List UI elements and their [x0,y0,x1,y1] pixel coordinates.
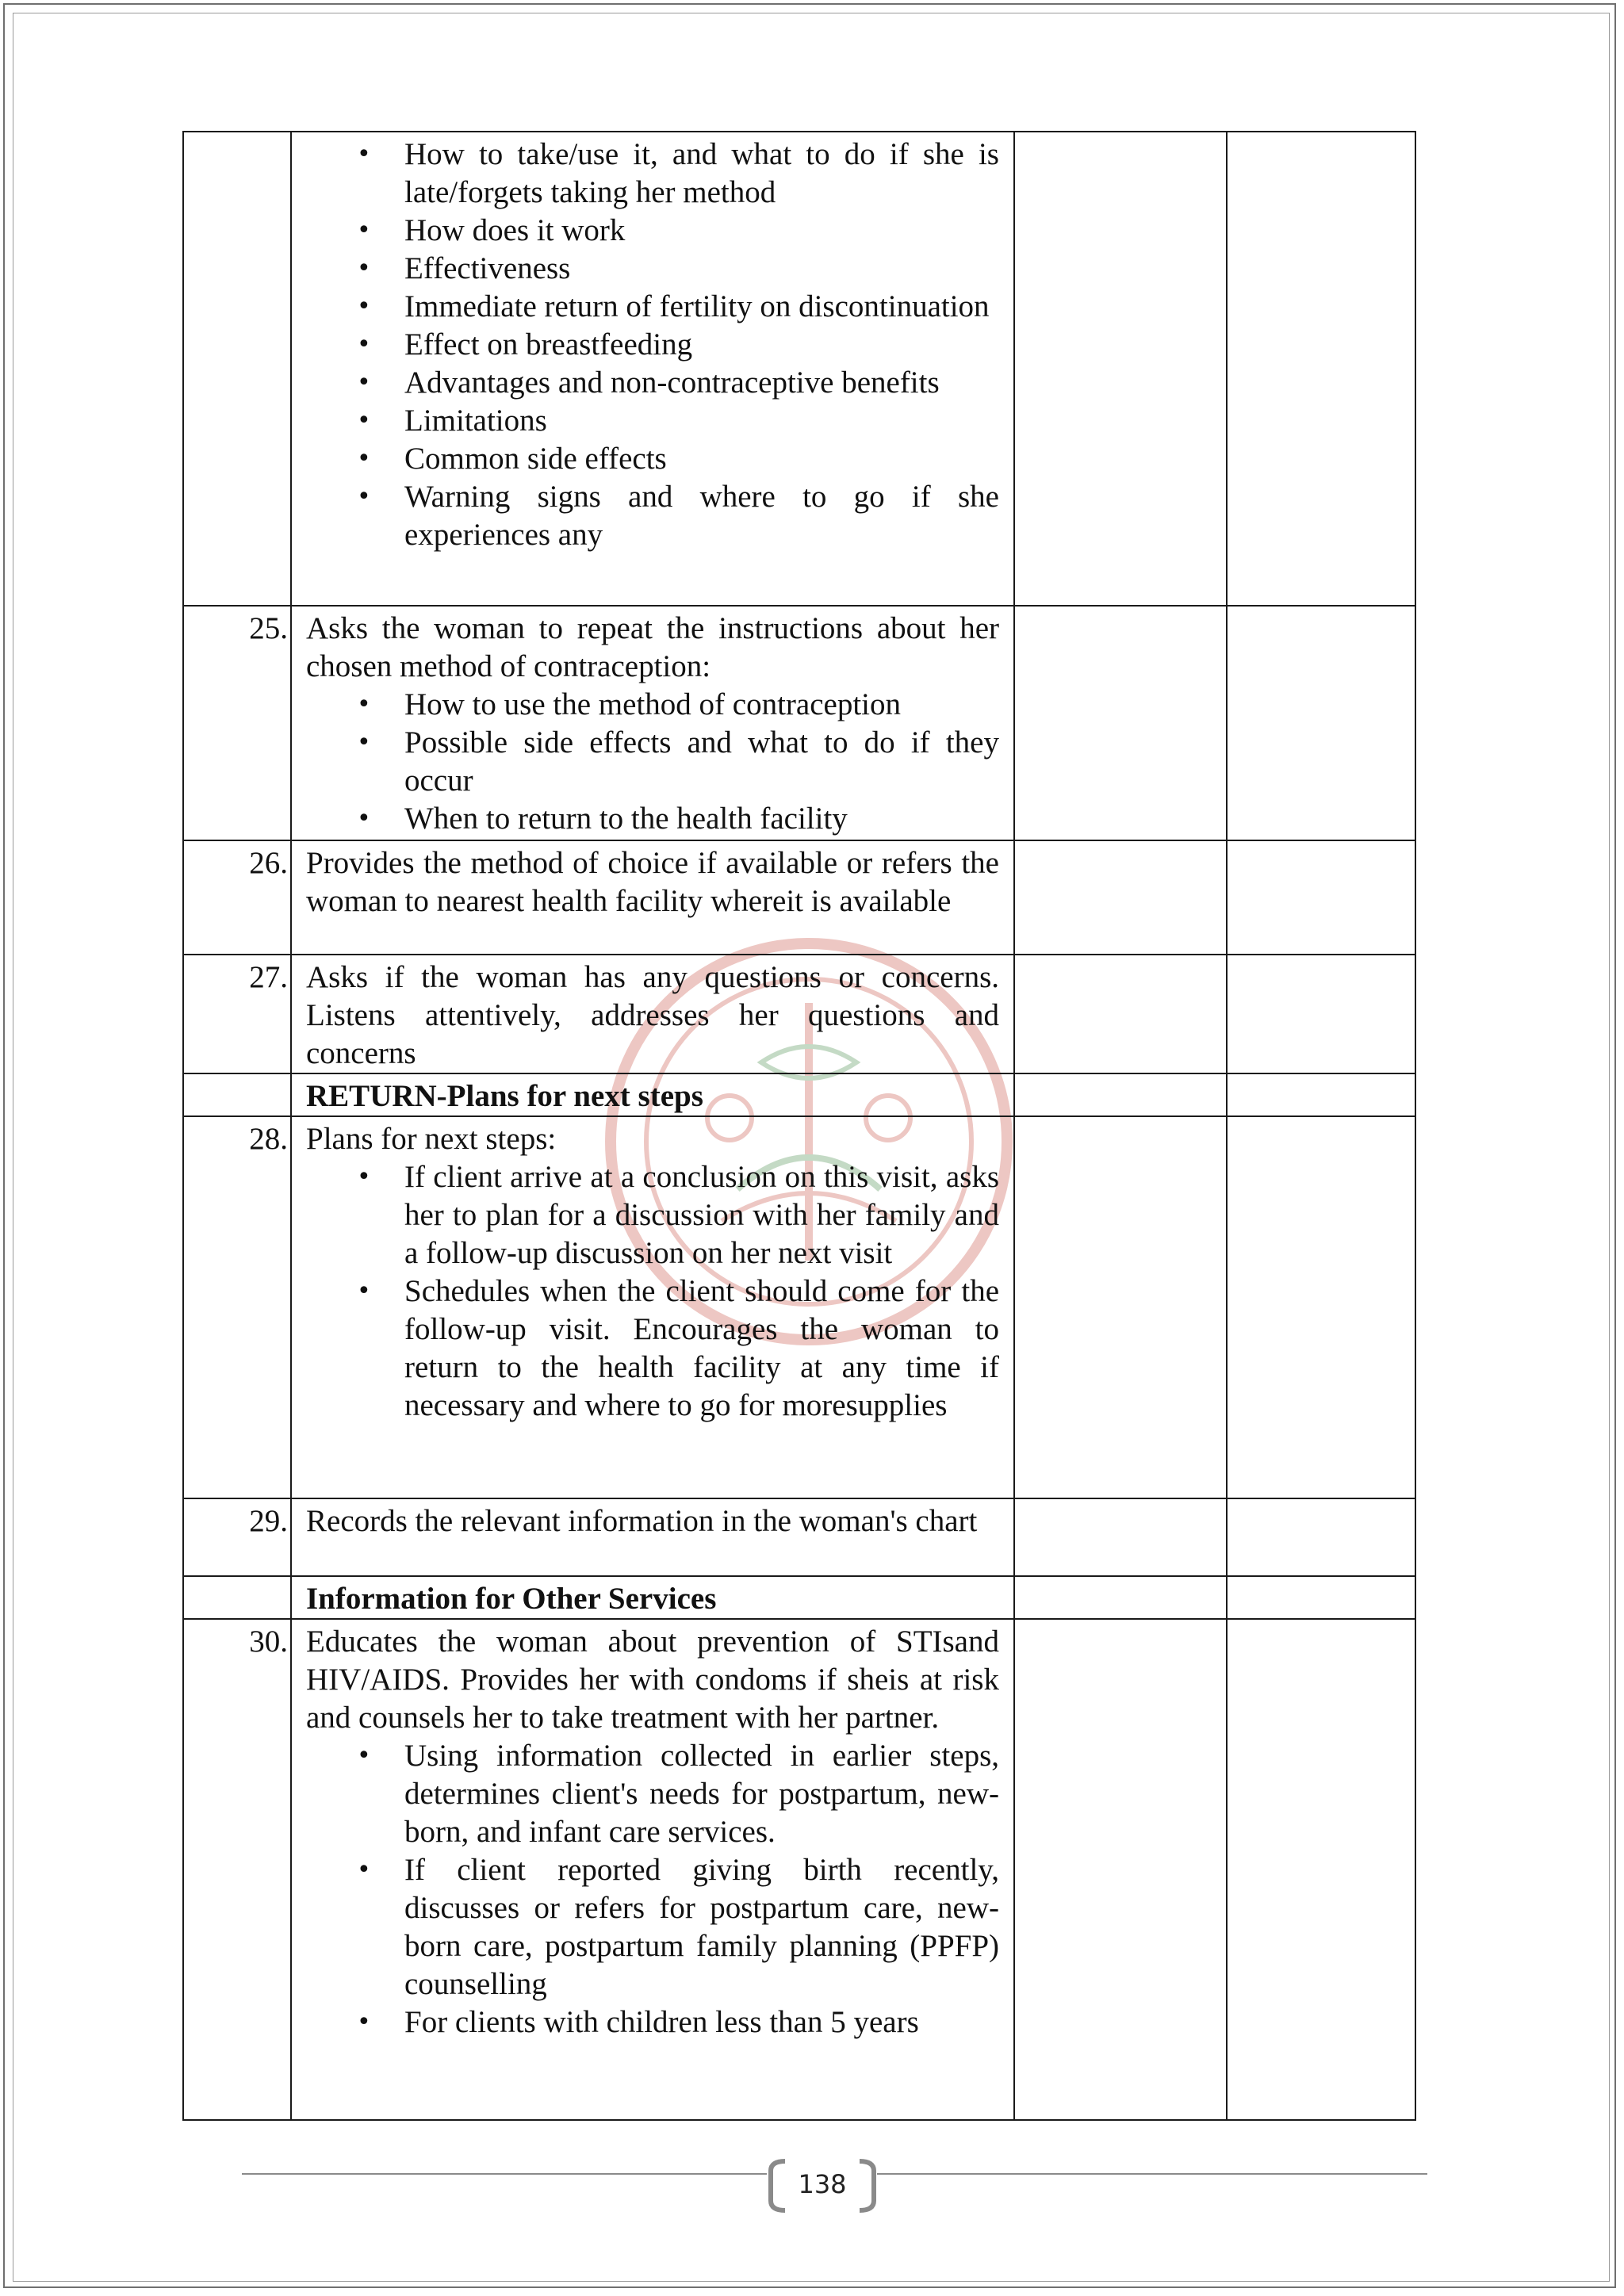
list-item: • Schedules when the client should come for the follow-up visit. Encourages the woman to return to the health facility at any time if necessary and where to go for moresupplies [306,1272,999,1425]
section-heading [291,1576,1014,1619]
list-item: • Possible side effects and what to do if they occur [306,724,999,800]
step-number: 25. [183,606,291,840]
checklist-cell[interactable] [1227,1619,1415,2120]
checklist-cell[interactable] [1227,1116,1415,1498]
step-number [183,132,291,606]
bullet-list [306,686,999,838]
step-description [291,1116,1014,1498]
step-number: 29. [183,1498,291,1576]
list-item: • Limitations [306,402,999,440]
step-description [291,132,1014,606]
step-text: Asks the woman to repeat the instructions about her chosen method of contraception: [306,611,999,683]
checklist-cell[interactable] [1014,606,1227,840]
list-item: • Warning signs and where to go if she experiences any [306,478,999,554]
checklist-cell[interactable] [1014,1116,1227,1498]
checklist-cell[interactable] [1227,606,1415,840]
section-heading-text: Information for Other Services [306,1582,717,1616]
checklist-cell[interactable] [1014,132,1227,606]
footer-rule-right [877,2173,1427,2175]
list-item: • For clients with children less than 5 years [306,2003,999,2042]
checklist-cell [1014,1073,1227,1116]
list-item: • Immediate return of fertility on discontinuation [306,288,999,326]
checklist-cell [1227,1576,1415,1619]
section-header-row [183,1576,1415,1619]
list-item: • Using information collected in earlier steps, determines client's needs for postpartum, new-born, and infant care services. [306,1737,999,1851]
checklist-cell[interactable] [1014,1498,1227,1576]
step-number: 27. [183,955,291,1073]
list-item: • How to take/use it, and what to do if she is late/forgets taking her method [306,136,999,212]
list-item: • Common side effects [306,440,999,478]
step-description [291,1498,1014,1576]
step-description [291,1619,1014,2120]
table-row [183,1619,1415,2120]
table-row [183,606,1415,840]
list-item: • When to return to the health facility [306,800,999,838]
step-number [183,1576,291,1619]
table-row [183,955,1415,1073]
list-item: • How does it work [306,212,999,250]
checklist-cell[interactable] [1014,840,1227,955]
checklist-cell[interactable] [1227,1498,1415,1576]
section-header-row [183,1073,1415,1116]
checklist-cell[interactable] [1227,840,1415,955]
step-text: Provides the method of choice if available or refers the woman to nearest health facility whereit is available [306,846,999,918]
list-item: • If client reported giving birth recently, discusses or refers for postpartum care, new-born care, postpartum family planning (PPFP) counselling [306,1851,999,2003]
page-number-bracket [763,2158,882,2214]
table-row [183,132,1415,606]
step-description [291,955,1014,1073]
step-text: Plans for next steps: [306,1122,557,1156]
step-number: 26. [183,840,291,955]
list-item: • Advantages and non-contraceptive benefits [306,364,999,402]
checklist-cell[interactable] [1014,1619,1227,2120]
footer-rule-left [242,2173,767,2175]
checklist-cell[interactable] [1227,132,1415,606]
table-row [183,1498,1415,1576]
list-item: • If client arrive at a conclusion on this visit, asks her to plan for a discussion with her family and a follow-up discussion on her next visit [306,1158,999,1272]
bullet-list [306,1737,999,2042]
list-item: • Effect on breastfeeding [306,326,999,364]
page-number: 138 [798,2169,847,2199]
section-heading-text: RETURN-Plans for next steps [306,1079,703,1113]
table-row [183,840,1415,955]
bullet-list [306,1158,999,1425]
list-item: • Effectiveness [306,250,999,288]
step-description [291,840,1014,955]
step-number [183,1073,291,1116]
step-text: Asks if the woman has any questions or concerns. Listens attentively, addresses her questions and concerns [306,960,999,1070]
step-description [291,606,1014,840]
checklist-table [182,131,1416,2121]
checklist-cell[interactable] [1227,955,1415,1073]
list-item: • How to use the method of contraception [306,686,999,724]
checklist-cell [1227,1073,1415,1116]
checklist-cell [1014,1576,1227,1619]
step-number: 28. [183,1116,291,1498]
step-text: Records the relevant information in the woman's chart [306,1504,978,1538]
section-heading [291,1073,1014,1116]
step-text: Educates the woman about prevention of STIsand HIV/AIDS. Provides her with condoms if sheis at risk and counsels her to take treatment with her partner. [306,1624,999,1735]
bullet-list [306,136,999,554]
table-row [183,1116,1415,1498]
step-number: 30. [183,1619,291,2120]
checklist-cell[interactable] [1014,955,1227,1073]
